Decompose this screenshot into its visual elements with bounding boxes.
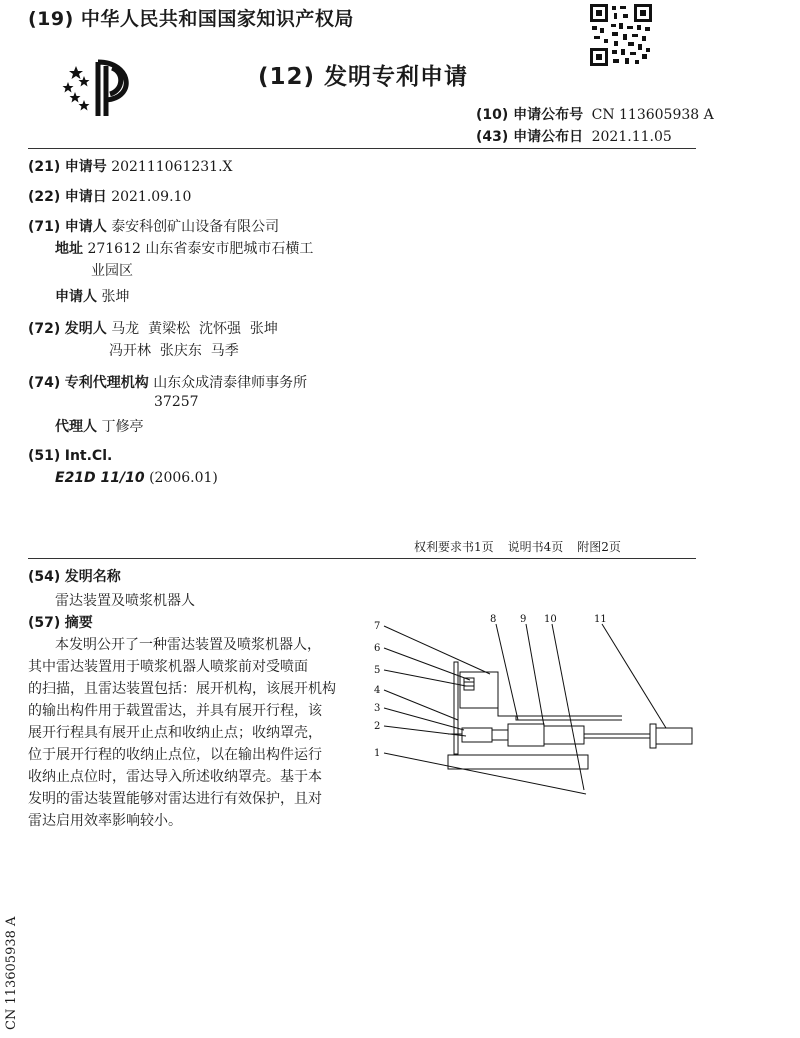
- filing-date: 2021.09.10: [111, 189, 192, 205]
- field-label: 发明人: [64, 321, 107, 337]
- agent-row: [55, 416, 143, 436]
- drawing-label: 11: [594, 614, 607, 625]
- address-line: 业园区: [91, 263, 133, 279]
- field-label: 申请号: [64, 159, 107, 175]
- cylinder-barrel: [508, 724, 544, 746]
- field-code: (22): [28, 189, 61, 205]
- int-cl-date: (2006.01): [149, 470, 218, 486]
- abstract-line: 发明的雷达装置能够对雷达进行有效保护，且对: [28, 791, 322, 807]
- claims-pages: 权利要求书1页: [414, 540, 494, 554]
- inventors-row-continued: [109, 340, 239, 360]
- qr-code: [590, 4, 652, 66]
- abstract-line: 收纳止点位时，雷达导入所述收纳罩壳。基于本: [28, 769, 322, 785]
- field-code: (54): [28, 569, 61, 585]
- field-code: (51): [28, 448, 61, 464]
- field-label: 申请人: [55, 289, 97, 305]
- agency-name: 山东众成清泰律师事务所: [153, 375, 308, 391]
- filing-date-row: [28, 186, 191, 206]
- drawing-label: 2: [374, 721, 381, 732]
- page-counts: [414, 538, 621, 555]
- publication-date: 2021.11.05: [591, 129, 672, 145]
- address-line: 271612 山东省泰安市肥城市石横工: [87, 241, 314, 257]
- abstract-heading: [28, 612, 93, 632]
- field-label: 摘要: [64, 615, 93, 631]
- document-type: (12) 发明专利申请: [258, 64, 469, 90]
- field-label: 代理人: [55, 419, 97, 435]
- field-label: 申请日: [64, 189, 107, 205]
- int-cl-class: E21D 11/10: [55, 470, 145, 486]
- drawing-label: 8: [490, 614, 497, 625]
- drawing-label: 7: [374, 621, 381, 632]
- abstract-line: 展开行程具有展开止点和收纳止点；收纳罩壳，: [28, 725, 322, 741]
- applicant2-name: 张坤: [101, 289, 130, 305]
- header-divider: [28, 148, 696, 149]
- drawing-label: 5: [374, 665, 381, 676]
- int-cl-row: [28, 448, 112, 464]
- abstract-line: 雷达启用效率影响较小。: [28, 813, 182, 829]
- application-number-row: [28, 156, 233, 176]
- agency-code: 37257: [154, 394, 199, 410]
- invention-title: 雷达装置及喷浆机器人: [55, 593, 195, 609]
- publication-date-label: (43) 申请公布日: [476, 129, 584, 145]
- base-plate: [448, 755, 588, 769]
- field-label: 发明名称: [64, 569, 121, 585]
- publication-number-label: (10) 申请公布号: [476, 107, 584, 123]
- publication-date-row: [476, 126, 672, 146]
- inventors-line: 马龙 黄梁松 沈怀强 张坤: [111, 321, 278, 337]
- drawing-label: 4: [374, 685, 381, 696]
- drawing-pages: 附图2页: [577, 540, 621, 554]
- agent-name: 丁修亭: [101, 419, 144, 435]
- address-row-continued: [91, 260, 133, 280]
- field-code: (71): [28, 219, 61, 235]
- end-cap: [656, 728, 692, 744]
- field-code: (74): [28, 375, 61, 391]
- inventors-row: [28, 318, 278, 338]
- abstract-line: 的扫描，且雷达装置包括：展开机构，该展开机构: [28, 681, 336, 697]
- application-number: 202111061231.X: [111, 159, 233, 175]
- agency-code-row: [154, 394, 199, 410]
- int-cl-value-row: [55, 470, 218, 486]
- office-name: (19) 中华人民共和国国家知识产权局: [28, 8, 354, 30]
- field-code: (72): [28, 321, 61, 337]
- address-row: [55, 238, 313, 258]
- field-label: 专利代理机构: [64, 375, 149, 391]
- field-label: Int.Cl.: [64, 448, 113, 464]
- field-code: (21): [28, 159, 61, 175]
- abstract-line: 的输出构件用于载置雷达，并具有展开行程，该: [28, 703, 322, 719]
- applicant2-row: [55, 286, 129, 306]
- mount-block: [462, 728, 492, 742]
- applicant-name: 泰安科创矿山设备有限公司: [111, 219, 280, 235]
- publication-number: CN 113605938 A: [591, 107, 714, 123]
- body-divider: [28, 558, 696, 559]
- drawing-label: 1: [374, 748, 381, 759]
- field-label: 申请人: [64, 219, 107, 235]
- drawing-label: 9: [520, 614, 527, 625]
- drawing-label: 10: [544, 614, 557, 625]
- inventors-line: 冯开林 张庆东 马季: [109, 343, 239, 359]
- invention-title-heading: [28, 566, 121, 586]
- patent-office-logo: [62, 58, 138, 120]
- field-label: 地址: [55, 241, 83, 257]
- abstract-line: 本发明公开了一种雷达装置及喷浆机器人，: [55, 637, 321, 653]
- applicant-row: [28, 216, 279, 236]
- field-code: (57): [28, 615, 61, 631]
- side-publication-number: CN 113605938 A: [4, 916, 19, 1030]
- agency-row: [28, 372, 307, 392]
- abstract-line: 其中雷达装置用于喷浆机器人喷浆前对受喷面: [28, 659, 308, 675]
- drawing-label: 6: [374, 643, 381, 654]
- drawing-label: 3: [374, 703, 381, 714]
- technical-drawing: [366, 610, 702, 800]
- abstract-line: 位于展开行程的收纳止点位，以在输出构件运行: [28, 747, 322, 763]
- publication-number-row: [476, 104, 714, 124]
- description-pages: 说明书4页: [507, 540, 564, 554]
